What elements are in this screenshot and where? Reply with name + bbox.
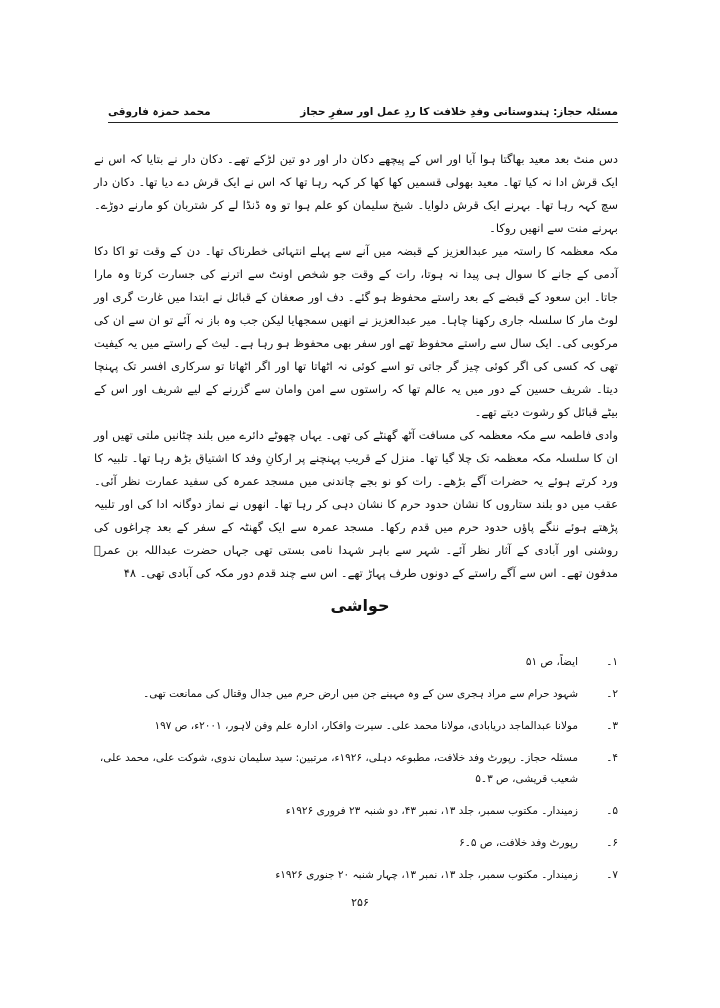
footnote-number: ۷۔: [606, 869, 618, 881]
page-number: ۲۵۶: [351, 896, 369, 909]
footnote-text: رپورٹ وفد خلافت، ص ۵۔۶: [459, 837, 578, 849]
footnote-item: [80, 801, 618, 822]
running-header: [108, 106, 618, 123]
paragraph: دس منٹ بعد معید بھاگتا ہوا آیا اور اس کے پیچھے دکان دار اور دو تین لڑکے تھے۔ دکان دار نے بتایا کہ اس نے ایک قرش ادا نہ کیا تھا۔ معید بھولی قسمیں کھا کھا کر کہہ رہا تھا کہ اس نے ایک قرش دے دیا تھا۔ دکان دار سچ کہہ رہا تھا۔ بہرنے ایک قرش دلوایا۔ شیخ سلیمان کو علم ہوا تو وہ ڈنڈا لے کر شتربان کو مارنے دوڑے۔ بہرنے منت سے انھیں روکا۔: [94, 152, 618, 235]
footnote-text: مولانا عبدالماجد دریابادی، مولانا محمد علی۔ سیرت وافکار، ادارہ علم وفن لاہور، ۲۰۰۱ء، ص ۱۹۷: [154, 720, 578, 732]
footnote-number: ۳۔: [606, 720, 618, 732]
footnote-item: [80, 684, 618, 705]
footnote-item: [80, 716, 618, 737]
footnote-number: ۲۔: [606, 688, 618, 700]
footnote-item: [80, 652, 618, 673]
header-author: محمد حمزہ فاروقی: [108, 106, 211, 118]
footnote-number: ۶۔: [606, 837, 618, 849]
footnote-text: شہود حرام سے مراد ہجری سن کے وہ مہینے جن میں ارض حرم میں جدال وقتال کی ممانعت تھی۔: [143, 688, 578, 700]
footnote-text: زمیندار۔ مکتوب سمبر، جلد ۱۳، نمبر ۴۳، دو شنبہ ۲۳ فروری ۱۹۲۶ء: [285, 805, 578, 817]
footnote-number: ۱۔: [606, 656, 618, 668]
footnote-text: ایضاً، ص ۵۱: [525, 656, 578, 668]
footnote-number: ۴۔: [606, 752, 618, 764]
footnote-item: [80, 833, 618, 854]
footnotes-list: [80, 652, 618, 897]
body-text: [94, 148, 618, 585]
paragraph: مکہ معظمہ کا راستہ میر عبدالعزیز کے قبضہ میں آنے سے پہلے انتہائی خطرناک تھا۔ دن کے وقت تو اکا دکا آدمی کے جانے کا سوال ہی پیدا نہ ہوتا، رات کے وقت جو شخص اونٹ سے اترنے کی جسارت کرتا وہ مارا جاتا۔ ابن سعود کے قبضے کے بعد راستے محفوظ ہو گئے۔ دف اور صعفان کے قبائل نے ابتدا میں غارت گری اور لوٹ مار کا سلسلہ جاری رکھنا چاہا۔ میر عبدالعزیز نے انھیں سمجھایا لیکن جب وہ باز نہ آئے تو ان سے ان کی مرکوبی کی۔ ایک سال سے راستے محفوظ تھے اور سفر بھی محفوظ ہو رہا ہے۔ لیث کے راستے میں یہ کیفیت تھی کہ کسی کی اگر کوئی چیز گر جاتی تو اسے کوئی نہ اٹھاتا تھا اور اگر اٹھاتا تو سرکاری افسر تک پہنچا دیتا۔ شریف حسین کے دور میں یہ عالم تھا کہ راستوں سے امن وامان سے گزرنے کے لیے شریف اور اس کے بیٹے قبائل کو رشوت دیتے تھے۔: [94, 244, 618, 419]
footnote-text: مسئلہ حجاز۔ رپورٹ وفد خلافت، مطبوعہ دہلی، ۱۹۲۶ء، مرتبین: سید سلیمان ندوی، شوکت علی، محمد علی، شعیب قریشی، ص ۳۔۵: [99, 752, 578, 785]
paragraph: وادی فاطمہ سے مکہ معظمہ کی مسافت آٹھ گھنٹے کی تھی۔ یہاں چھوٹے دائرے میں بلند چٹانیں ملتی تھیں اور ان کا سلسلہ مکہ معظمہ تک چلا گیا تھا۔ منزل کے قریب پہنچنے پر ارکانِ وفد کا اشتیاق بڑھ رہا تھا۔ تلبیہ کا ورد کرتے ہوئے یہ حضرات آگے بڑھے۔ رات کو نو بجے چاندنی میں مسجد عمرہ کی سفید عمارت نظر آئی۔ عقب میں دو بلند ستاروں کا نشان حدود حرم کا نشان دہی کر رہا تھا۔ انھوں نے نماز دوگانہ ادا کی اور تلبیہ پڑھتے ہوئے ننگے پاؤں حدود حرم میں قدم رکھا۔ مسجد عمرہ سے ایک گھنٹہ کے سفر کے بعد چراغوں کی روشنی اور آبادی کے آثار نظر آئے۔ شہر سے باہر شہدا نامی بستی تھی جہاں حضرت عبداللہ بن عمرؓ مدفون تھے۔ اس سے آگے راستے کے دونوں طرف پہاڑ تھے۔ اس سے چند قدم دور مکہ کی آبادی تھی۔ ۴۸: [94, 428, 618, 580]
header-title: مسئلہ حجاز: ہندوستانی وفدِ خلافت کا ردِ عمل اور سفرِ حجاز: [300, 106, 618, 118]
footnote-number: ۵۔: [606, 805, 618, 817]
notes-heading: حواشی: [330, 596, 390, 615]
footnote-item: [80, 748, 618, 790]
footnote-item: [80, 865, 618, 886]
footnote-text: زمیندار۔ مکتوب سمبر، جلد ۱۳، نمبر ۱۳، چہار شنبہ ۲۰ جنوری ۱۹۲۶ء: [275, 869, 578, 881]
